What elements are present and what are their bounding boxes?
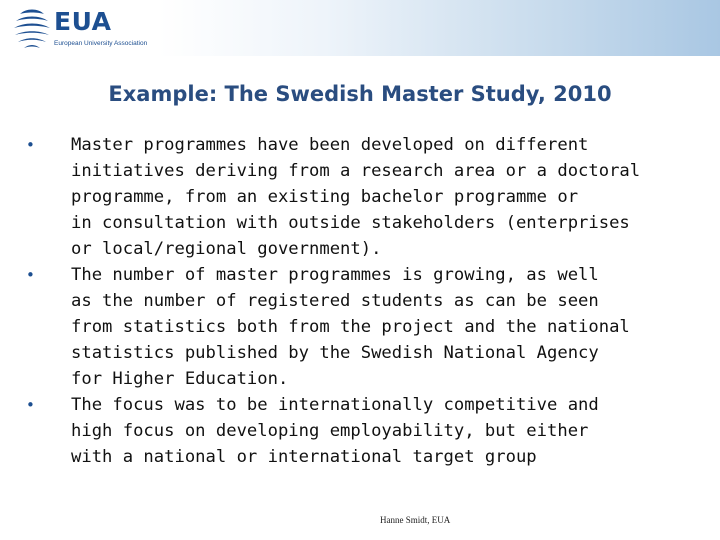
bullet-line: as the number of registered students as can be seen (71, 291, 599, 311)
bullet-line: The number of master programmes is growing, as well (71, 265, 599, 285)
bullet-line: from statistics both from the project and the national (71, 317, 630, 337)
bullet-line: for Higher Education. (71, 369, 289, 389)
bullet-line: statistics published by the Swedish National Agency (71, 343, 599, 363)
eua-logo (12, 6, 162, 50)
bullet-dot-icon: • (26, 396, 35, 414)
bullet-line: initiatives deriving from a research area or a doctoral (71, 161, 641, 181)
bullet-line: with a national or international target group (71, 447, 537, 467)
bullet-item (26, 392, 696, 470)
bullet-text (71, 392, 696, 470)
bullet-text (71, 132, 696, 262)
bullet-line: high focus on developing employability, but either (71, 421, 589, 441)
bullet-item (26, 262, 696, 392)
footer-author: Hanne Smidt, EUA (380, 515, 451, 525)
bullet-line: in consultation with outside stakeholders (enterprises (71, 213, 630, 233)
logo-subtitle: European University Association (54, 40, 148, 47)
logo-wordmark: EUA (54, 7, 112, 36)
bullet-dot-icon: • (26, 136, 35, 154)
slide-title: Example: The Swedish Master Study, 2010 (108, 82, 612, 106)
bullet-item (26, 132, 696, 262)
bullet-line: Master programmes have been developed on different (71, 135, 589, 155)
bullet-line: or local/regional government). (71, 239, 382, 259)
bullet-dot-icon: • (26, 266, 35, 284)
bullet-text (71, 262, 696, 392)
bullet-line: programme, from an existing bachelor programme or (71, 187, 579, 207)
header-band (0, 0, 720, 56)
bullet-list (26, 132, 696, 470)
bullet-line: The focus was to be internationally competitive and (71, 395, 599, 415)
eua-globe-icon (12, 6, 52, 50)
